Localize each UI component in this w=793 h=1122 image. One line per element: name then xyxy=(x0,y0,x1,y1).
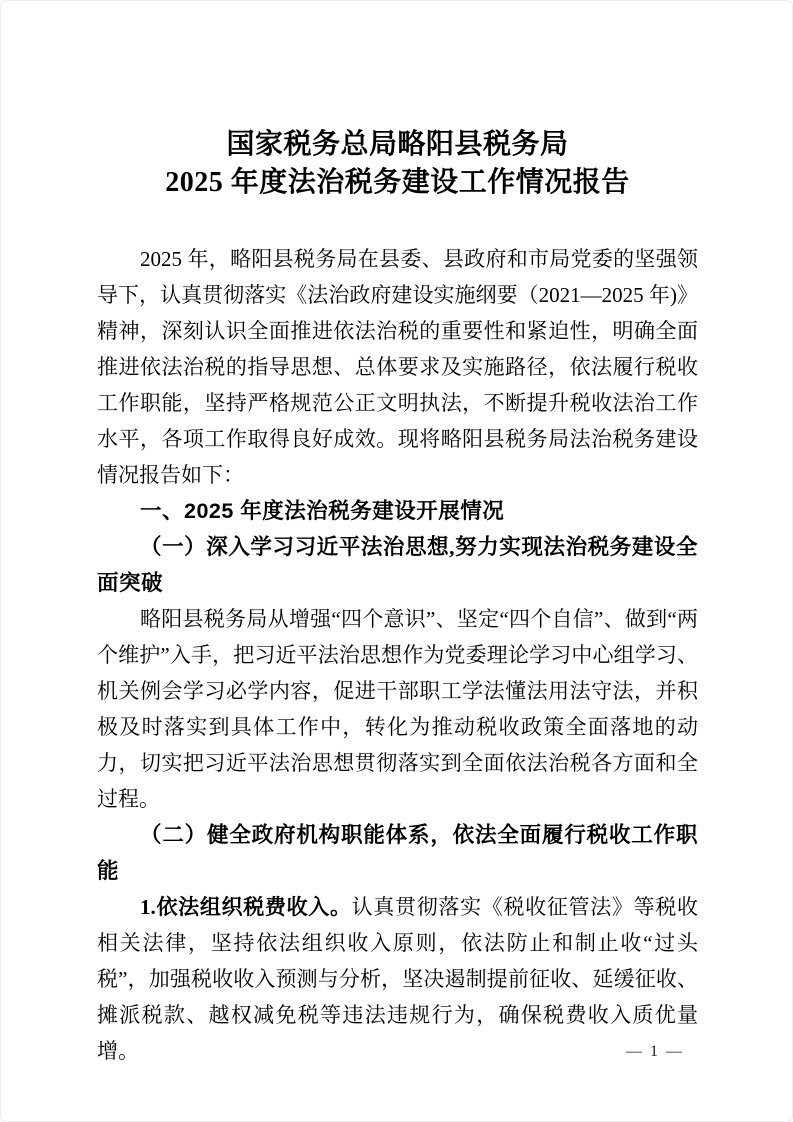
document-title xyxy=(97,126,698,202)
section-1-2-heading: （二）健全政府机构职能体系，依法全面履行税收工作职能 xyxy=(97,823,698,883)
section-1-2-paragraph xyxy=(97,889,698,1069)
section-1-heading: 一、2025 年度法治税务建设开展情况 xyxy=(140,499,505,523)
intro-paragraph: 2025 年，略阳县税务局在县委、县政府和市局党委的坚强领导下，认真贯彻落实《法治政府建设实施纲要（2021—2025 年)》精神，深刻认识全面推进依法治税的重要性和紧迫性，明确全面推进依法治税的指导思想、总体要求及实施路径，依法履行税收工作职能，坚持严格规范公正文明执法，不断提升税收法治工作水平，各项工作取得良好成效。现将略阳县税务局法治税务建设情况报告如下： xyxy=(97,247,698,487)
item-1-run-in-heading: 1.依法组织税费收入。 xyxy=(140,895,352,919)
title-line-1: 国家税务总局略阳县税务局 xyxy=(226,129,569,160)
page-number: — 1 — xyxy=(626,1043,684,1060)
section-1-1-heading: （一）深入学习习近平法治思想,努力实现法治税务建设全面突破 xyxy=(97,535,698,595)
title-line-2: 2025 年度法治税务建设工作情况报告 xyxy=(165,167,630,198)
section-1-1-paragraph: 略阳县税务局从增强“四个意识”、坚定“四个自信”、做到“两个维护”入手，把习近平法治思想作为党委理论学习中心组学习、机关例会学习必学内容，促进干部职工学法懂法用法守法，并积极及时落实到具体工作中，转化为推动税收政策全面落地的动力，切实把习近平法治思想贯彻落实到全面依法治税各方面和全过程。 xyxy=(97,607,698,811)
item-1-body-text: 认真贯彻落实《税收征管法》等税收相关法律，坚持依法组织收入原则，依法防止和制止收“过头税”，加强税收收入预测与分析，坚决遏制提前征收、延缓征收、摊派税款、越权减免税等违法违规行为，确保税费收入质优量增。 xyxy=(97,895,699,1063)
